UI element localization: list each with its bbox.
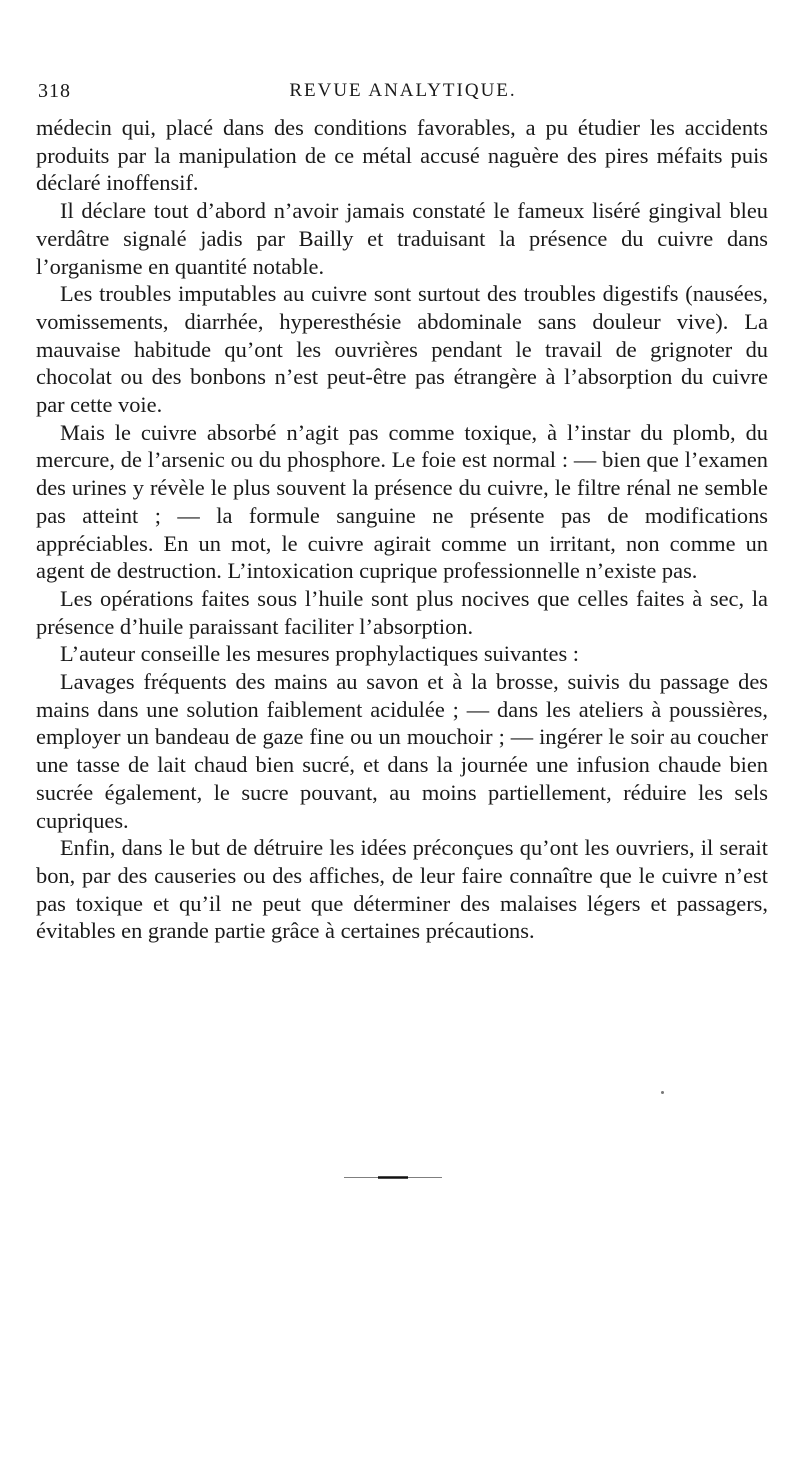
paragraph-prophylaxis-measures: Lavages fréquents des mains au savon et à la brosse, suivis du passage des mains dans une solution faiblement acidulée ; — dans les ateliers à poussières, employer un bandeau de gaze fine ou un mouchoir ; — ingérer le soir au coucher une tasse de lait chaud bien sucré, et dans la journée une infusion chaude bien sucrée également, le sucre pouvant, au moins partiellement, réduire les sels cupriques. bbox=[36, 669, 768, 833]
article-body bbox=[36, 114, 768, 945]
running-head bbox=[38, 79, 768, 103]
paragraph-continued: médecin qui, placé dans des conditions favorables, a pu étudier les accidents produits par la manipulation de ce métal accusé naguère des pires méfaits puis déclaré inoffensif. bbox=[36, 115, 768, 196]
ink-speck bbox=[661, 1091, 664, 1094]
paragraph-prophylaxis-intro: L’auteur conseille les mesures prophylactiques suivantes : bbox=[60, 641, 579, 667]
closing-rule bbox=[344, 1176, 442, 1179]
ornamental-rule-icon bbox=[344, 1176, 442, 1179]
paragraph-digestive-troubles: Les troubles imputables au cuivre sont surtout des troubles digestifs (nausées, vomissements, diarrhée, hyperesthésie abdominale sans douleur vive). La mauvaise habitude qu’ont les ouvrières pendant le travail de grignoter du chocolat ou des bonbons n’est peut-être pas étrangère à l’absorption du cuivre par cette voie. bbox=[36, 281, 768, 418]
paragraph-oil-operations: Les opérations faites sous l’huile sont plus nocives que celles faites à sec, la présence d’huile paraissant faciliter l’absorption. bbox=[36, 585, 768, 639]
paragraph-not-toxic: Mais le cuivre absorbé n’agit pas comme toxique, à l’instar du plomb, du mercure, de l’arsenic ou du phosphore. Le foie est normal : — bien que l’examen des urines y révèle le plus souvent la présence du cuivre, le filtre rénal ne semble pas atteint ; — la formule sanguine ne présente pas de modifications appréciables. En un mot, le cuivre agirait comme un irritant, non comme un agent de destruction. L’intoxication cuprique professionnelle n’existe pas. bbox=[36, 419, 768, 584]
paragraph-conclusion: Enfin, dans le but de détruire les idées préconçues qu’ont les ouvriers, il serait bon, par des causeries ou des affiches, de leur faire connaître que le cuivre n’est pas toxique et qu’il ne peut que déterminer des malaises légers et passagers, évitables en grande partie grâce à certaines précautions. bbox=[36, 835, 768, 944]
page-number: 318 bbox=[38, 80, 71, 102]
running-title: REVUE ANALYTIQUE. bbox=[289, 80, 517, 101]
paragraph-gingival-line: Il déclare tout d’abord n’avoir jamais constaté le fameux liséré gingival bleu verdâtre signalé jadis par Bailly et traduisant la présence du cuivre dans l’organisme en quantité notable. bbox=[36, 198, 768, 279]
